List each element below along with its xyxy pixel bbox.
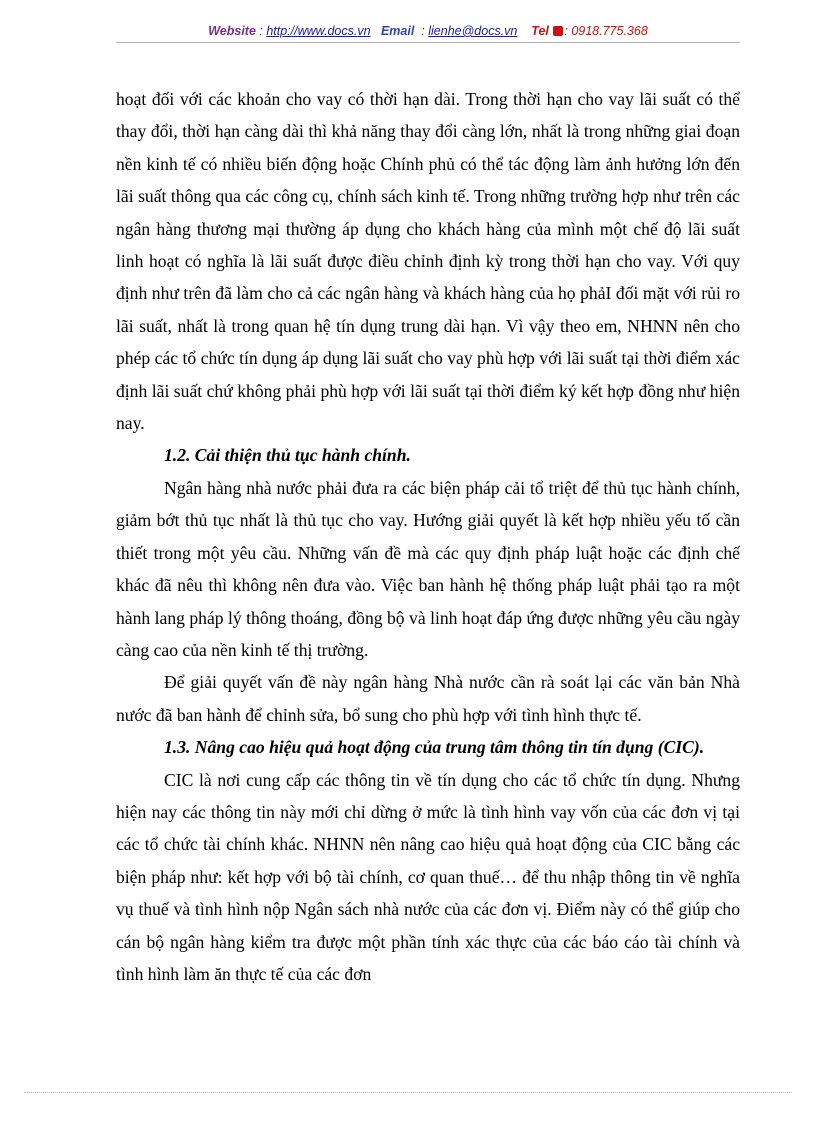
tel-label: Tel: [531, 24, 549, 38]
section-heading: 1.2. Cải thiện thủ tục hành chính.: [164, 445, 411, 466]
paragraph: Để giải quyết vấn đề này ngân hàng Nhà nước cần rà soát lại các văn bản Nhà nước đã ban hành để chỉnh sửa, bổ sung cho phù hợp với tình hình thực tế.: [116, 672, 740, 725]
website-link[interactable]: http://www.docs.vn: [266, 24, 371, 38]
page-header: Website : http://www.docs.vn Email : lienhe@docs.vn Tel : 0918.775.368: [208, 24, 648, 38]
email-link[interactable]: lienhe@docs.vn: [428, 24, 518, 38]
document-body: [116, 83, 740, 990]
paragraph: Ngân hàng nhà nước phải đưa ra các biện pháp cải tổ triệt để thủ tục hành chính, giảm bớt thủ tục nhất là thủ tục cho vay. Hướng giải quyết là kết hợp nhiều yếu tố cần thiết trong một yêu cầu. Những vấn đề mà các quy định pháp luật hoặc các định chế khác đã nêu thì không nên đưa vào. Việc ban hành hệ thống pháp luật phải tạo ra một hành lang pháp lý thông thoáng, đồng bộ và linh hoạt đáp ứng được những yêu cầu ngày càng cao của nền kinh tế thị trường.: [116, 477, 740, 660]
header-divider: [116, 42, 740, 43]
paragraph: CIC là nơi cung cấp các thông tin về tín dụng cho các tổ chức tín dụng. Nhưng hiện nay các thông tin này mới chỉ dừng ở mức là tình hình vay vốn của các đơn vị tại các tổ chức tài chính khác. NHNN nên nâng cao hiệu quả hoạt động của CIC bằng các biện pháp như: kết hợp với bộ tài chính, cơ quan thuế… để thu nhập thông tin về nghĩa vụ thuế và tình hình nộp Ngân sách nhà nước của các đơn vị. Điểm này có thể giúp cho cán bộ ngân hàng kiểm tra được một phần tính xác thực của các báo cáo tài chính và tình hình làm ăn thực tế của các đơn: [116, 769, 740, 984]
phone-icon: [553, 26, 563, 36]
paragraph: hoạt đối với các khoản cho vay có thời hạn dài. Trong thời hạn cho vay lãi suất có thể thay đổi, thời hạn càng dài thì khả năng thay đổi càng lớn, nhất là trong những giai đoạn nền kinh tế có nhiều biến động hoặc Chính phủ có thể tác động làm ảnh hưởng lớn đến lãi suất thông qua các công cụ, chính sách kinh tế. Trong những trường hợp như trên các ngân hàng thương mại thường áp dụng cho khách hàng của mình một chế độ lãi suất linh hoạt có nghĩa là lãi suất được điều chỉnh định kỳ trong thời hạn cho vay. Với quy định như trên đã làm cho cả các ngân hàng và khách hàng của họ phảI đối mặt với rủi ro lãi suất, nhất là trong quan hệ tín dụng trung dài hạn. Vì vậy theo em, NHNN nên cho phép các tổ chức tín dụng áp dụng lãi suất cho vay phù hợp với lãi suất tại thời điểm xác định lãi suất chứ không phải phù hợp với lãi suất tại thời điểm ký kết hợp đồng như hiện nay.: [116, 89, 740, 434]
section-heading: 1.3. Nâng cao hiệu quả hoạt động của trung tâm thông tin tín dụng (CIC).: [164, 737, 705, 758]
email-label: Email: [380, 24, 415, 38]
footer-divider: [24, 1092, 792, 1093]
tel-value: 0918.775.368: [571, 24, 648, 38]
website-label: Website: [208, 24, 256, 38]
